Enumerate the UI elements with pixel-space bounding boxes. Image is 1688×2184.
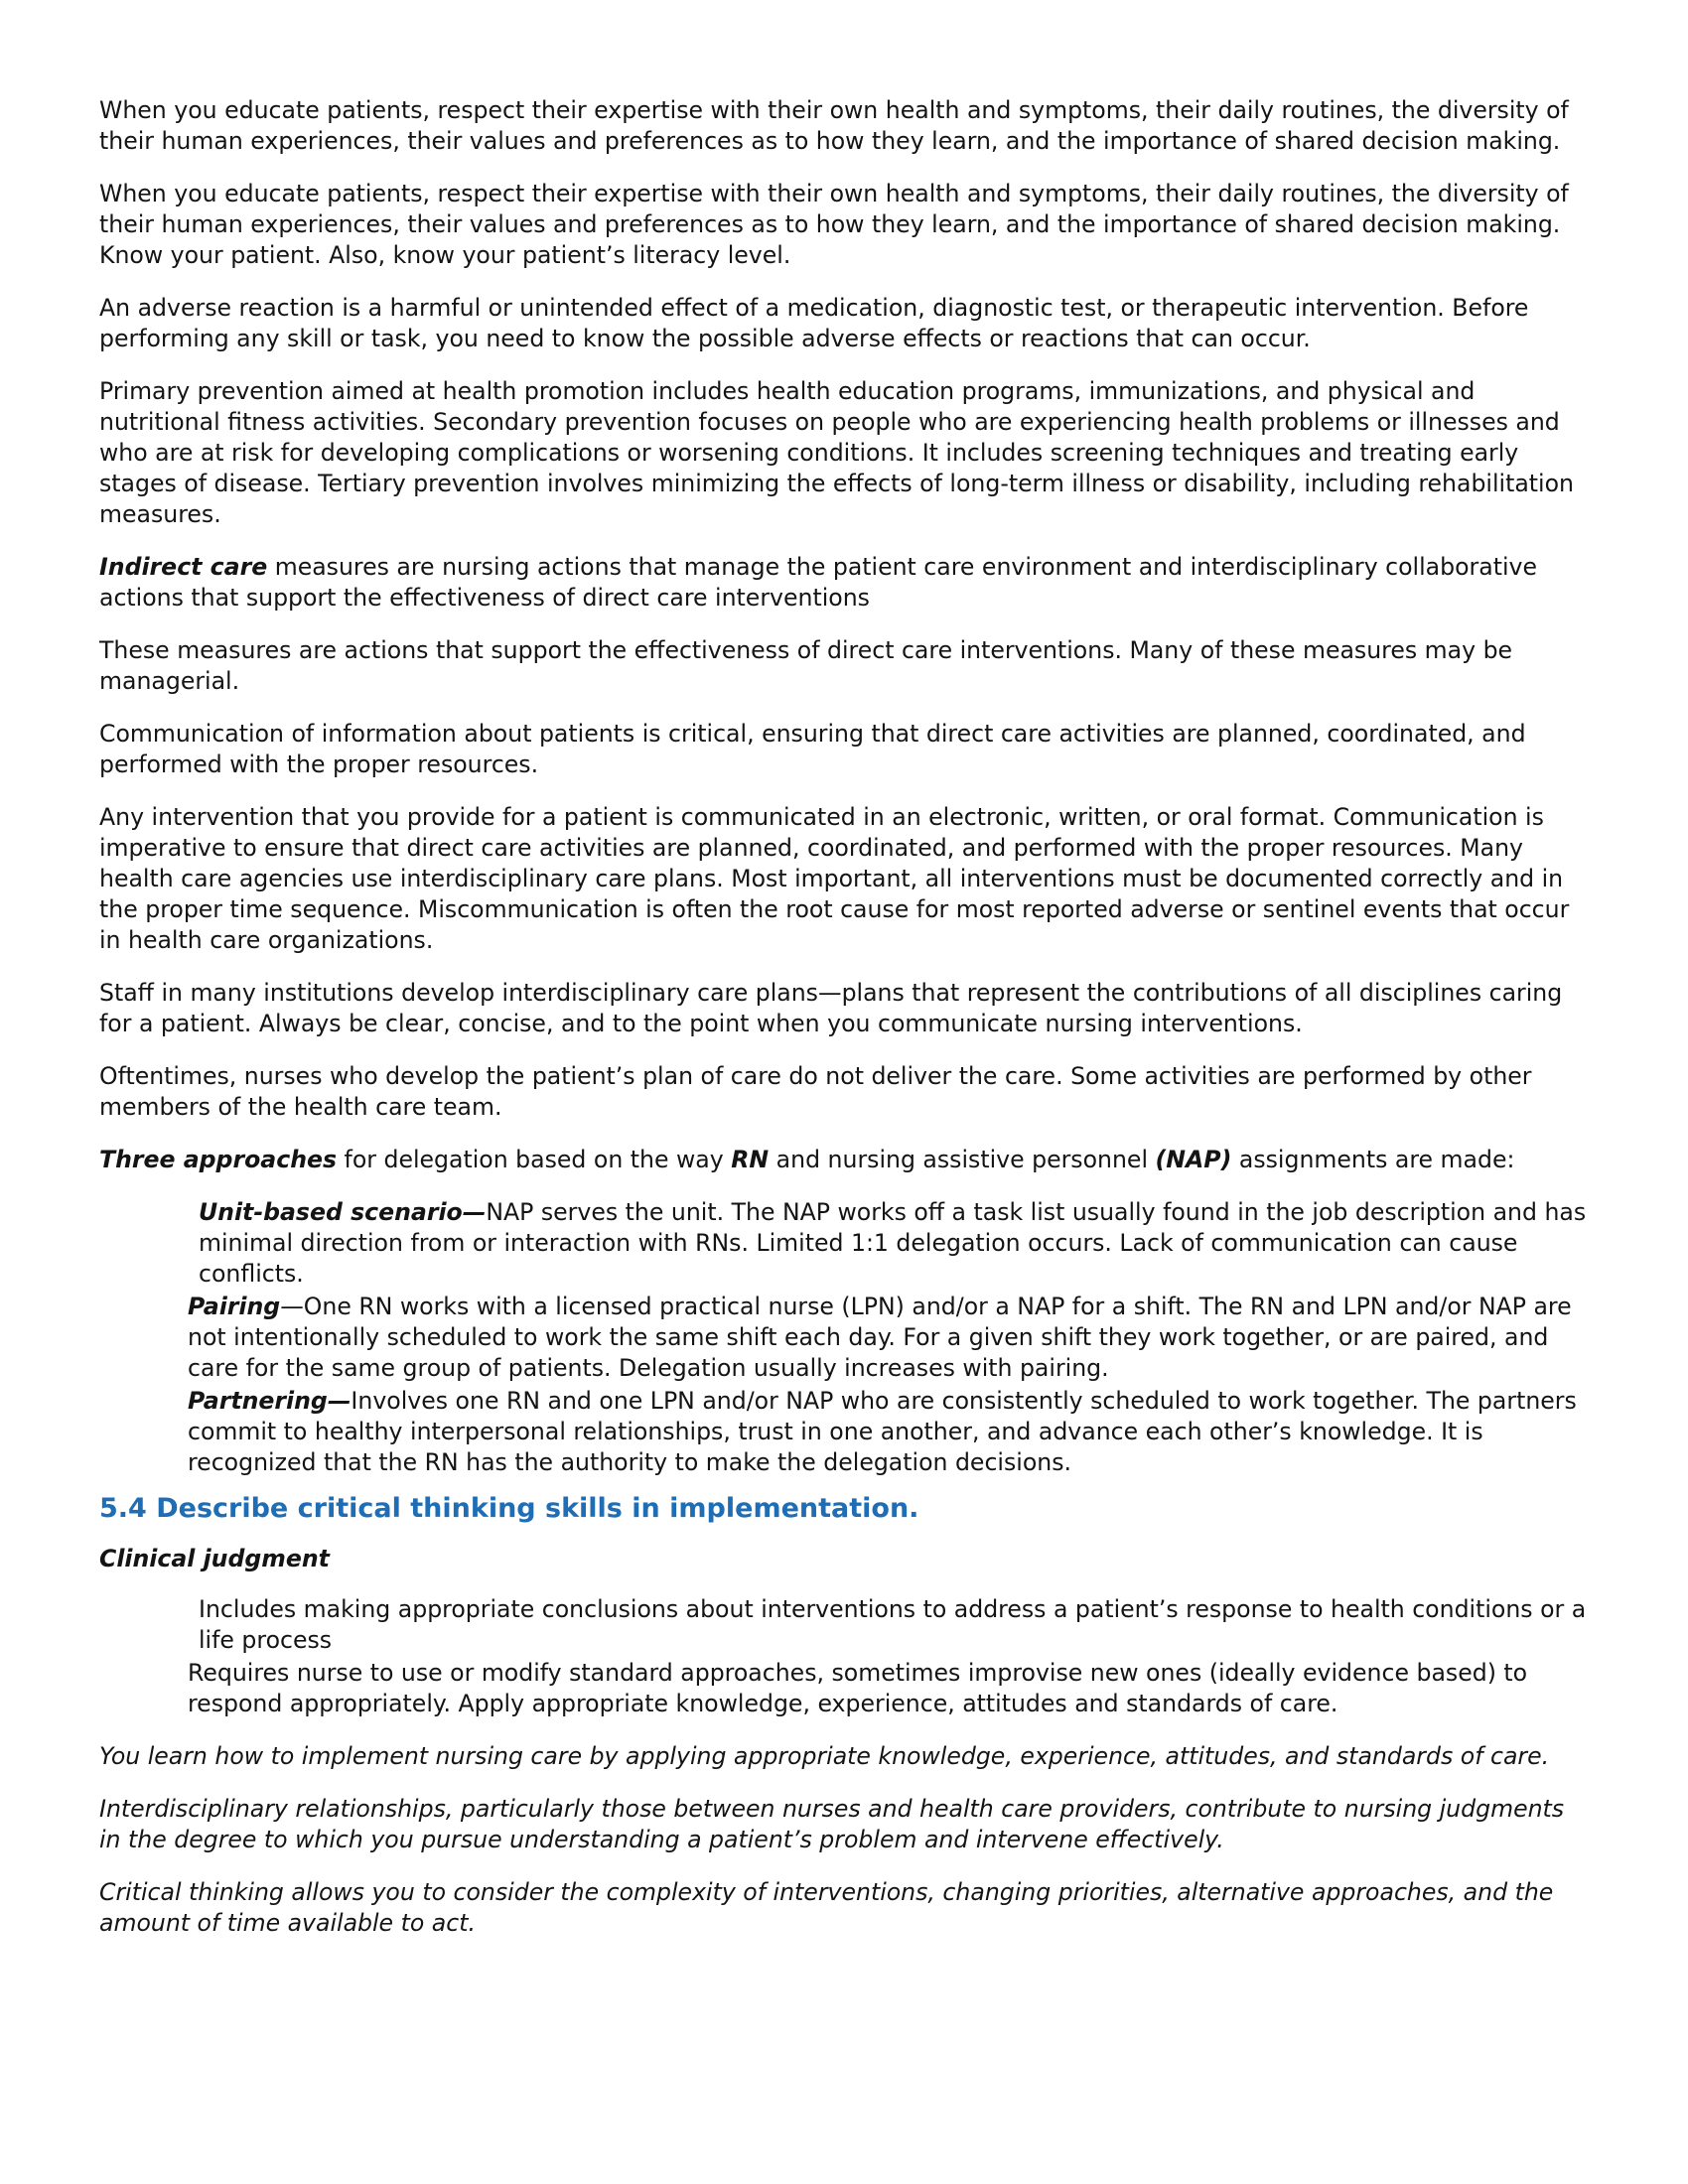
term-nap: (NAP) xyxy=(1155,1146,1232,1173)
document-body xyxy=(99,95,1589,1961)
paragraph-communication: Communication of information about patients is critical, ensuring that direct care activities are planned, coordinated, and performed with the proper resources. xyxy=(99,720,1526,778)
term-pairing: Pairing xyxy=(188,1293,281,1320)
paragraph-managerial: These measures are actions that support the effectiveness of direct care interventions. Many of these measures may be managerial. xyxy=(99,636,1513,695)
three-approaches-text-3: assignments are made: xyxy=(1231,1146,1515,1173)
paragraph-know-your-patient: When you educate patients, respect their expertise with their own health and symptoms, their daily routines, the diversity of their human experiences, their values and preferences as to how they learn, and the importance of shared decision making. Know your patient. Also, know your patient’s literacy level. xyxy=(99,180,1569,269)
term-indirect-care: Indirect care xyxy=(99,553,268,581)
partnering-text: Involves one RN and one LPN and/or NAP who are consistently scheduled to work together. The partners commit to healthy interpersonal relationships, trust in one another, and advance each other’s knowledge. It is recognized that the RN has the authority to make the delegation decisions. xyxy=(188,1387,1577,1476)
term-three-approaches: Three approaches xyxy=(99,1146,338,1173)
paragraph-patient-education: When you educate patients, respect their expertise with their own health and symptoms, their daily routines, the diversity of their human experiences, their values and preferences as to how they learn, and the importance of shared decision making. xyxy=(99,96,1569,155)
italic-paragraph-interdisciplinary: Interdisciplinary relationships, particularly those between nurses and health care providers, contribute to nursing judgments in the degree to which you pursue understanding a patient’s problem and intervene effectively. xyxy=(99,1795,1565,1853)
clinical-judgment-item: Requires nurse to use or modify standard approaches, sometimes improvise new ones (ideally evidence based) to respond appropriately. Apply appropriate knowledge, experience, attitudes and standards of care. xyxy=(188,1659,1528,1717)
italic-paragraph-implement-care: You learn how to implement nursing care by applying appropriate knowledge, experience, attitudes, and standards of care. xyxy=(99,1742,1550,1770)
paragraph-three-approaches xyxy=(99,1145,1589,1175)
section-heading: 5.4 Describe critical thinking skills in implementation. xyxy=(99,1493,919,1524)
section-subheading: Clinical judgment xyxy=(99,1545,330,1572)
indirect-care-text: measures are nursing actions that manage the patient care environment and interdisciplinary collaborative actions that support the effectiveness of direct care interventions xyxy=(99,553,1537,612)
term-rn: RN xyxy=(731,1146,770,1173)
paragraph-prevention: Primary prevention aimed at health promotion includes health education programs, immunizations, and physical and nutritional fitness activities. Secondary prevention focuses on people who are experiencing health problems or illnesses and who are at risk for developing complications or worsening conditions. It includes screening techniques and treating early stages of disease. Tertiary prevention involves minimizing the effects of long-term illness or disability, including rehabilitation measures. xyxy=(99,377,1574,528)
three-approaches-text-2: and nursing assistive personnel xyxy=(769,1146,1156,1173)
term-unit-based-scenario: Unit-based scenario— xyxy=(199,1198,487,1226)
delegation-item-pairing xyxy=(188,1292,1589,1384)
clinical-judgment-item: Includes making appropriate conclusions about interventions to address a patient’s response to health conditions or a life process xyxy=(199,1595,1587,1654)
term-partnering: Partnering— xyxy=(188,1387,352,1415)
paragraph-plan-of-care: Oftentimes, nurses who develop the patient’s plan of care do not deliver the care. Some activities are performed by other members of the health care team. xyxy=(99,1062,1532,1121)
delegation-item-unit-based xyxy=(199,1197,1589,1290)
pairing-text: —One RN works with a licensed practical nurse (LPN) and/or a NAP for a shift. The RN and LPN and/or NAP are not intentionally scheduled to work the same shift each day. For a given shift they work together, or are paired, and care for the same group of patients. Delegation usually increases with pairing. xyxy=(188,1293,1572,1382)
paragraph-indirect-care xyxy=(99,552,1589,614)
italic-paragraph-critical-thinking: Critical thinking allows you to consider the complexity of interventions, changing priorities, alternative approaches, and the amount of time available to act. xyxy=(99,1878,1554,1937)
unit-based-scenario-text: NAP serves the unit. The NAP works off a task list usually found in the job description and has minimal direction from or interaction with RNs. Limited 1:1 delegation occurs. Lack of communication can cause conflicts. xyxy=(199,1198,1587,1288)
paragraph-adverse-reaction: An adverse reaction is a harmful or unintended effect of a medication, diagnostic test, or therapeutic intervention. Before performing any skill or task, you need to know the possible adverse effects or reactions that can occur. xyxy=(99,294,1529,352)
paragraph-care-plans: Staff in many institutions develop interdisciplinary care plans—plans that represent the contributions of all disciplines caring for a patient. Always be clear, concise, and to the point when you communicate nursing interventions. xyxy=(99,979,1563,1037)
delegation-item-partnering xyxy=(188,1386,1589,1478)
three-approaches-text-1: for delegation based on the way xyxy=(337,1146,732,1173)
paragraph-intervention-communication: Any intervention that you provide for a patient is communicated in an electronic, written, or oral format. Communication is imperative to ensure that direct care activities are planned, coordinated, and performed with the proper resources. Many health care agencies use interdisciplinary care plans. Most important, all interventions must be documented correctly and in the proper time sequence. Miscommunication is often the root cause for most reported adverse or sentinel events that occur in health care organizations. xyxy=(99,803,1570,954)
